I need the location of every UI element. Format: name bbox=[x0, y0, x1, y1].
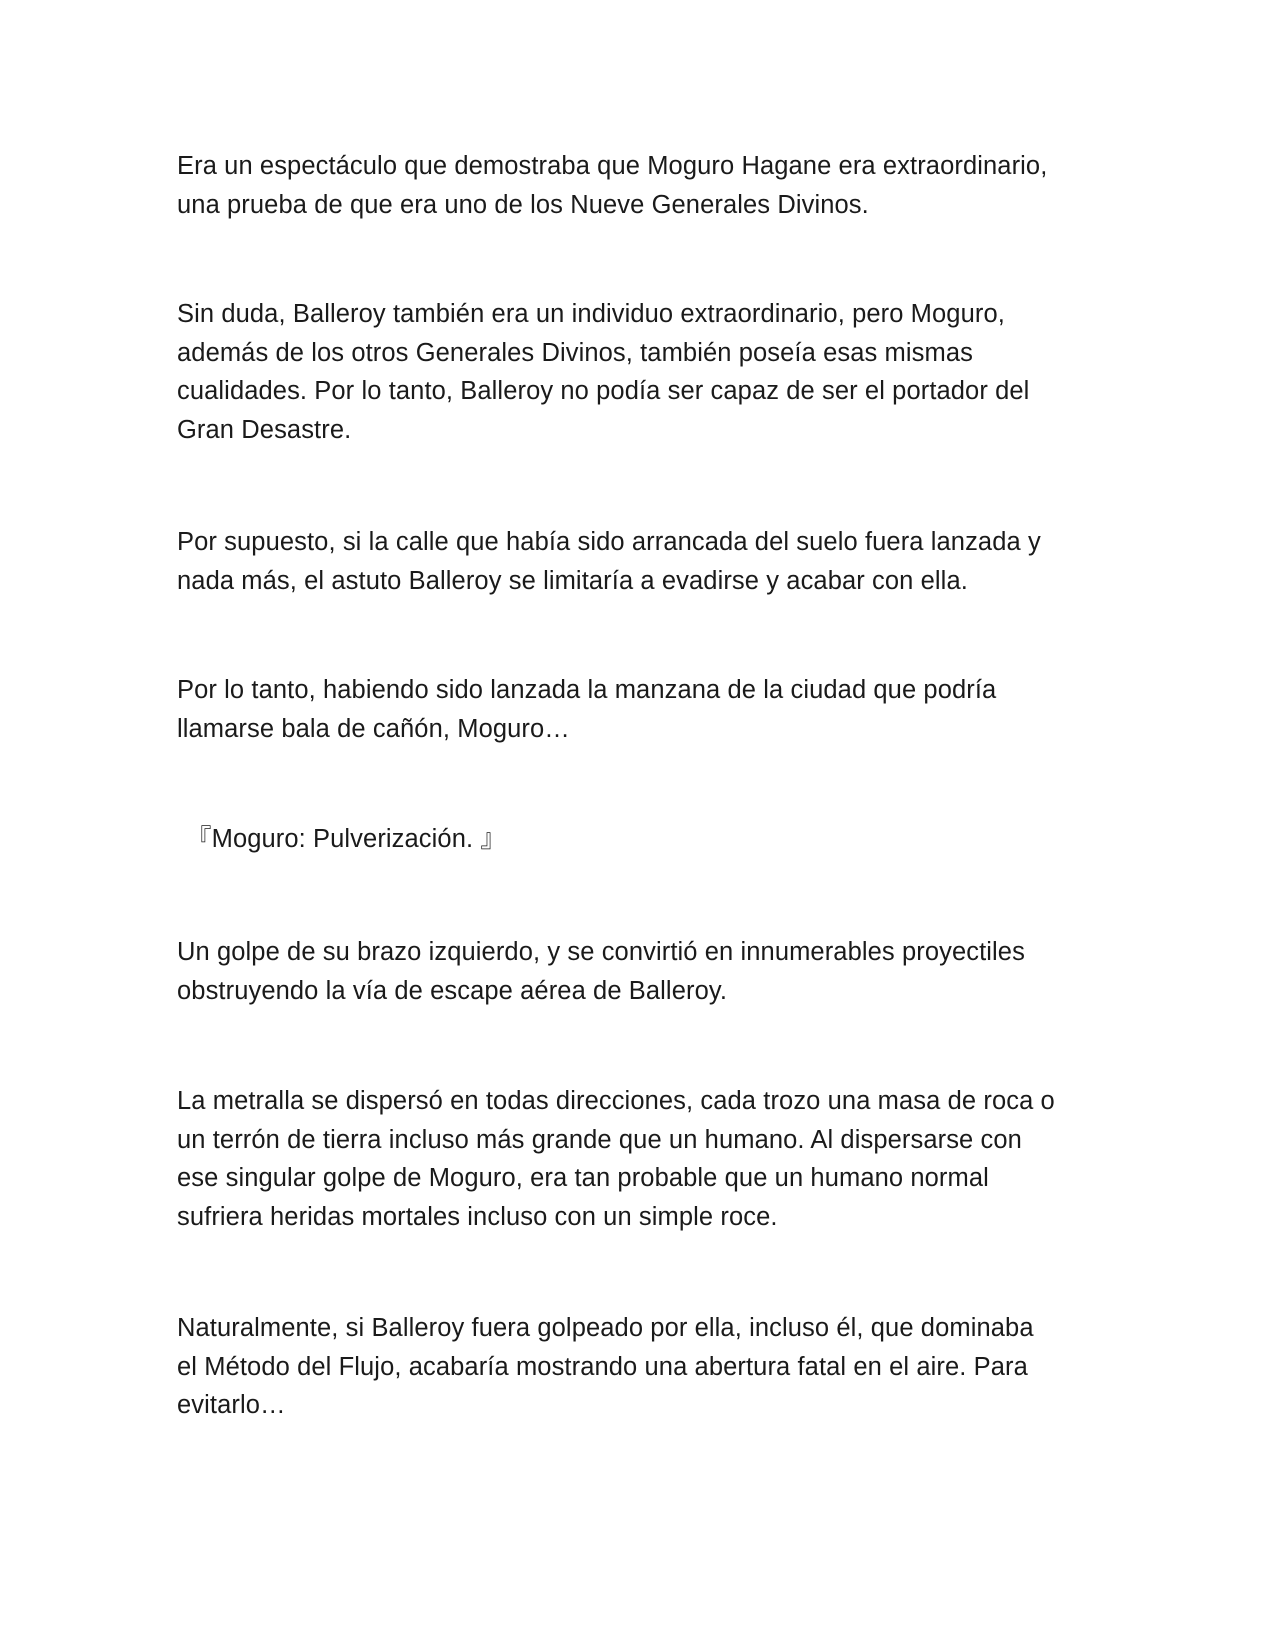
text-line: Era un espectáculo que demostraba que Moguro Hagane era extraordinario, bbox=[177, 152, 1048, 180]
text-line: Sin duda, Balleroy también era un individuo extraordinario, pero Moguro, bbox=[177, 300, 1005, 328]
technique-callout bbox=[186, 820, 1106, 859]
text-line: Por supuesto, si la calle que había sido arrancada del suelo fuera lanzada y bbox=[177, 528, 1041, 556]
paragraph-3 bbox=[177, 523, 1097, 600]
text-line: evitarlo… bbox=[177, 1391, 286, 1419]
paragraph-7 bbox=[177, 1082, 1097, 1236]
text-line: ese singular golpe de Moguro, era tan probable que un humano normal bbox=[177, 1164, 989, 1192]
text-line: cualidades. Por lo tanto, Balleroy no podía ser capaz de ser el portador del bbox=[177, 377, 1030, 405]
text-line: además de los otros Generales Divinos, también poseía esas mismas bbox=[177, 338, 973, 367]
text-line: llamarse bala de cañón, Moguro… bbox=[177, 714, 570, 743]
text-line: 『Moguro: Pulverización. 』 bbox=[186, 825, 506, 853]
paragraph-8 bbox=[177, 1309, 1097, 1425]
text-line: Naturalmente, si Balleroy fuera golpeado por ella, incluso él, que dominaba bbox=[177, 1314, 1034, 1342]
text-line: obstruyendo la vía de escape aérea de Balleroy. bbox=[177, 976, 727, 1005]
text-line: sufriera heridas mortales incluso con un simple roce. bbox=[177, 1202, 778, 1231]
text-line: el Método del Flujo, acabaría mostrando una abertura fatal en el aire. Para bbox=[177, 1352, 1028, 1381]
paragraph-2 bbox=[177, 295, 1097, 449]
paragraph-6 bbox=[177, 933, 1097, 1010]
text-line: Un golpe de su brazo izquierdo, y se convirtió en innumerables proyectiles bbox=[177, 938, 1025, 966]
text-line: nada más, el astuto Balleroy se limitaría a evadirse y acabar con ella. bbox=[177, 566, 968, 595]
paragraph-1 bbox=[177, 147, 1097, 224]
text-line: una prueba de que era uno de los Nueve Generales Divinos. bbox=[177, 190, 869, 219]
text-line: Gran Desastre. bbox=[177, 415, 352, 444]
text-line: Por lo tanto, habiendo sido lanzada la manzana de la ciudad que podría bbox=[177, 676, 997, 704]
text-line: un terrón de tierra incluso más grande que un humano. Al dispersarse con bbox=[177, 1125, 1022, 1154]
text-line: La metralla se dispersó en todas direcciones, cada trozo una masa de roca o bbox=[177, 1087, 1055, 1115]
paragraph-4 bbox=[177, 671, 1097, 748]
